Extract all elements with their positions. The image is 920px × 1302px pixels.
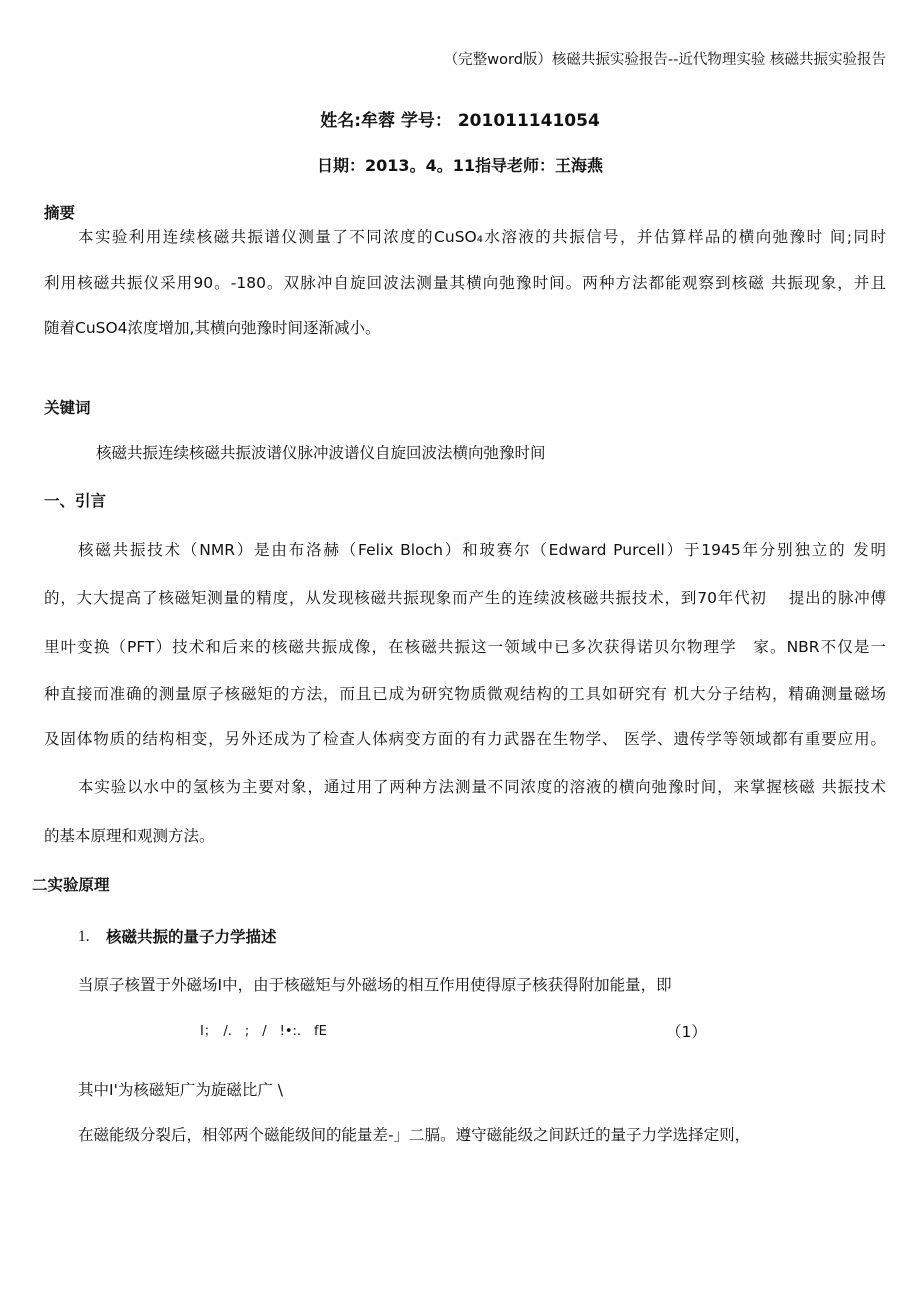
principle-text: 当原子核置于外磁场I中，由于核磁矩与外磁场的相互作用使得原子核获得附加能量，即 [78, 976, 672, 994]
principle-text: 在磁能级分裂后，相邻两个磁能级间的能量差-」二膈。遵守磁能级之间跃迁的量子力学选择定则， [78, 1126, 751, 1144]
intro-line: 核磁共振技术（NMR）是由布洛赫（Felix Bloch）和玻赛尔（Edward Purcell）于1945年分别独立的 发明 [78, 541, 886, 559]
intro-line: 里叶变换（PFT）技术和后来的核磁共振成像，在核磁共振这一领域中已多次获得诺贝尔物理学 家。NBR不仅是一 [44, 638, 886, 656]
abstract-line: 利用核磁共振仪采用90。-180。双脉冲自旋回波法测量其横向弛豫时间。两种方法都能观察到核磁 共振现象，并且 [44, 274, 886, 292]
subsection-number: 1. [78, 928, 90, 945]
abstract-heading: 摘要 [44, 204, 76, 222]
keywords-heading: 关键词 [44, 399, 91, 417]
intro-line: 的，大大提高了核磁矩测量的精度，从发现核磁共振现象而产生的连续波核磁共振技术，到70年代初 提出的脉冲傅 [44, 589, 886, 607]
intro-line: 本实验以水中的氢核为主要对象，通过用了两种方法测量不同浓度的溶液的横向弛豫时间，来掌握核磁 共振技术 [78, 778, 886, 796]
abstract-line: 本实验利用连续核磁共振谱仪测量了不同浓度的CuSO₄水溶液的共振信号，并估算样品的横向弛豫时 间;同时 [78, 228, 886, 246]
subsection-heading: 核磁共振的量子力学描述 [106, 928, 277, 946]
keywords-text: 核磁共振连续核磁共振波谱仪脉冲波谱仪自旋回波法横向弛豫时间 [96, 444, 546, 462]
intro-line: 及固体物质的结构相变，另外还成为了检查人体病变方面的有力武器在生物学、 医学、遗传学等领域都有重要应用。 [44, 730, 886, 748]
abstract-line: 随着CuSO4浓度增加,其横向弛豫时间逐渐减小。 [44, 319, 381, 337]
page-header: （完整word版）核磁共振实验报告--近代物理实验 核磁共振实验报告 [443, 52, 886, 68]
intro-line: 种直接而准确的测量原子核磁矩的方法，而且已成为研究物质微观结构的工具如研究有 机大分子结构，精确测量磁场 [44, 685, 886, 703]
principle-text: 其中I'为核磁矩广为旋磁比广 \ [78, 1081, 283, 1099]
date-line: 日期：2013。4。11指导老师：王海燕 [317, 156, 603, 175]
author-line: 姓名:牟蓉 学号： 201011141054 [320, 111, 600, 131]
equation-number: （1） [666, 1023, 707, 1041]
intro-heading: 一、引言 [44, 492, 107, 510]
principle-heading: 二实验原理 [32, 876, 110, 894]
intro-line: 的基本原理和观测方法。 [44, 827, 215, 845]
formula: I； /. ; / !•:. fE [200, 1024, 327, 1039]
